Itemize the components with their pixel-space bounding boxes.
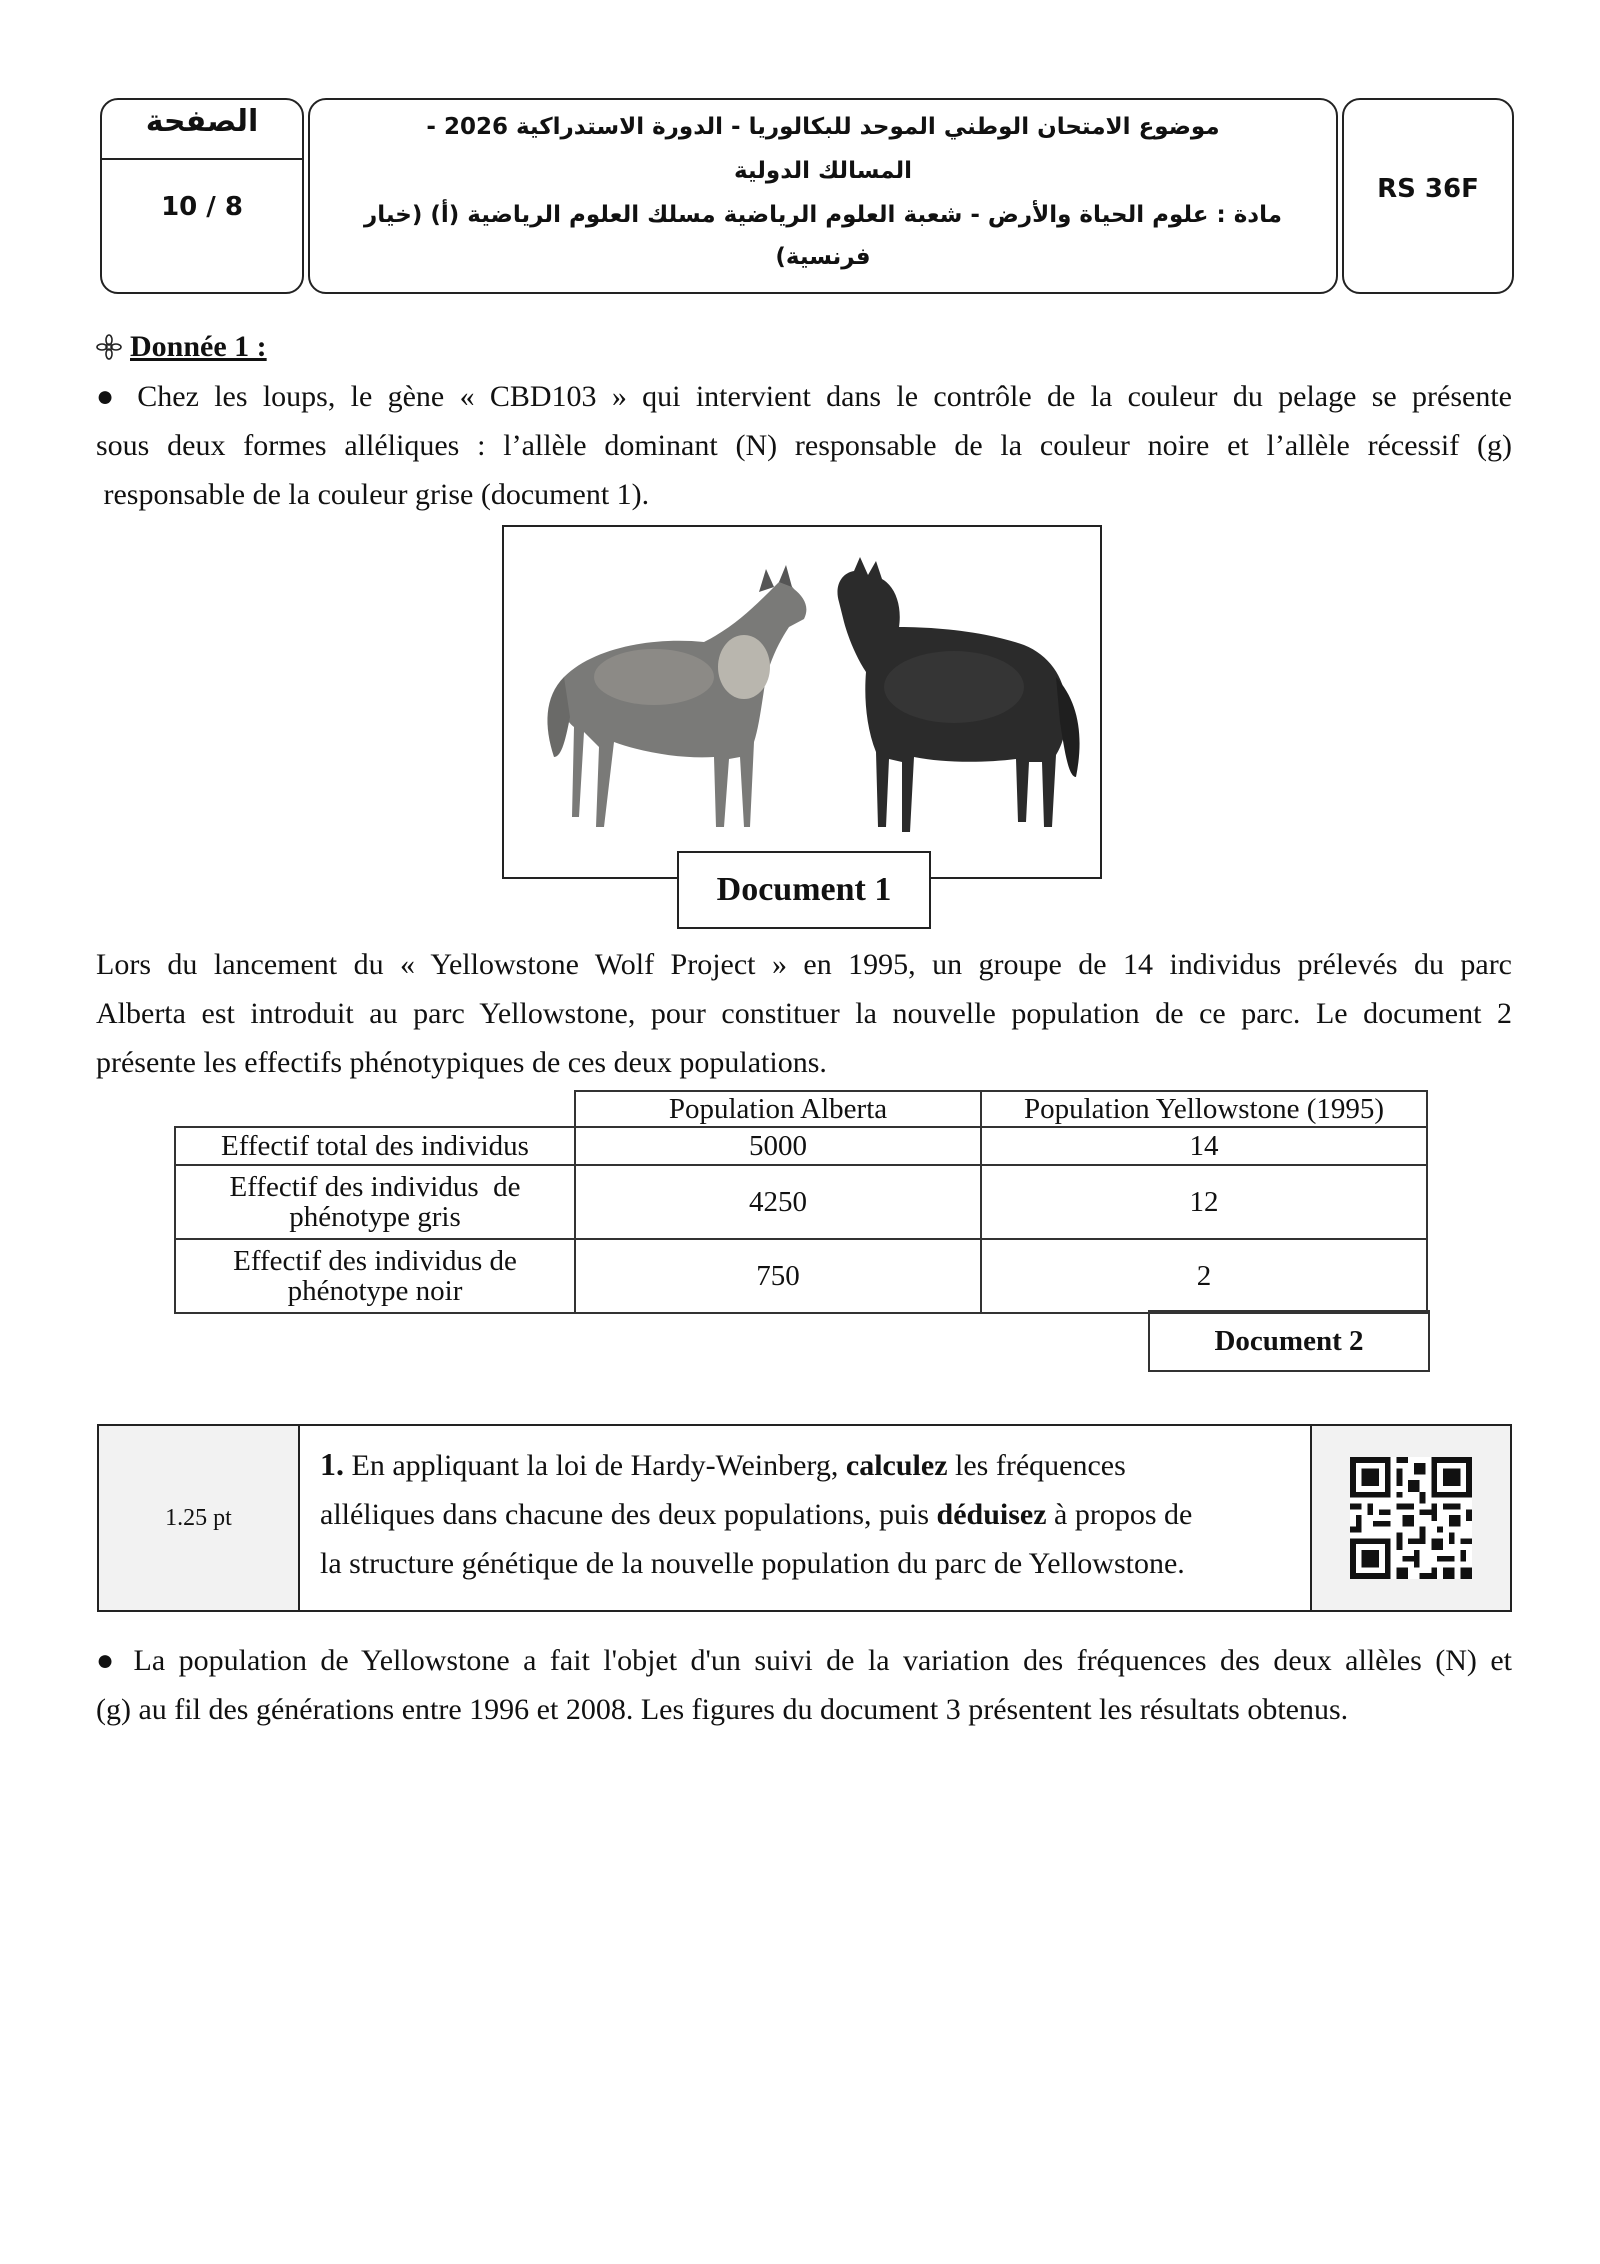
exam-title-line-1: موضوع الامتحان الوطني الموحد للبكالوريا - الدورة الاستدراكية 2026 -	[426, 114, 1220, 140]
qr-code-cell	[1310, 1426, 1510, 1610]
qr-code-icon[interactable]	[1350, 1457, 1472, 1579]
table-empty-cell	[175, 1091, 575, 1127]
question-text-part: alléliques dans chacune des deux populations, puis	[320, 1498, 937, 1531]
question-points: 1.25 pt	[99, 1426, 300, 1610]
table-row-label-line: phénotype noir	[287, 1275, 463, 1307]
question-text-part: En appliquant la loi de Hardy-Weinberg,	[344, 1449, 846, 1482]
wolves-illustration	[504, 527, 1100, 877]
question-line	[320, 1490, 1292, 1539]
exam-title-line-3: مادة : علوم الحياة والأرض - شعبة العلوم الرياضية مسلك العلوم الرياضية (أ) (خيار	[364, 202, 1282, 228]
table-row-label-line: Effectif des individus de	[233, 1245, 517, 1277]
paragraph-yellowstone-project	[96, 940, 1512, 1087]
paragraph-line: présente les effectifs phénotypiques de ces deux populations.	[96, 1046, 827, 1079]
table-cell: 750	[575, 1239, 981, 1313]
paragraph-line: ● Chez les loups, le gène « CBD103 » qui intervient dans le contrôle de la couleur du pelage se présente	[96, 380, 1512, 413]
page-label: الصفحة	[145, 104, 259, 139]
table-row-label: Effectif total des individus	[175, 1127, 575, 1165]
paragraph-line: (g) au fil des générations entre 1996 et 2008. Les figures du document 3 présentent les résultats obtenus.	[96, 1693, 1349, 1726]
table-row-label-line: Effectif des individus de	[229, 1171, 521, 1203]
exam-title-line-2: المسالك الدولية	[733, 158, 913, 184]
exam-code: RS 36F	[1377, 174, 1479, 204]
grey-wolf	[547, 565, 806, 827]
paragraph-gene-description	[96, 372, 1512, 519]
question-keyword: déduisez	[936, 1498, 1047, 1531]
page-number: 10 / 8	[161, 192, 243, 222]
paragraph-document-3-intro	[96, 1636, 1512, 1734]
question-line	[320, 1440, 1292, 1490]
document-1-image	[502, 525, 1102, 879]
exam-title-box	[308, 98, 1338, 294]
question-line: la structure génétique de la nouvelle population du parc de Yellowstone.	[320, 1547, 1185, 1580]
table-cell: 14	[981, 1127, 1427, 1165]
exam-code-box	[1342, 98, 1514, 294]
paragraph-line: Alberta est introduit au parc Yellowstone, pour constituer la nouvelle population de ce parc. Le document 2	[96, 997, 1512, 1030]
page-number-box	[100, 98, 304, 294]
paragraph-line: responsable de la couleur grise (document 1).	[96, 478, 650, 511]
question-number: 1.	[320, 1446, 344, 1482]
table-row	[175, 1165, 1427, 1239]
paragraph-line: Lors du lancement du « Yellowstone Wolf Project » en 1995, un groupe de 14 individus prélevés du parc	[96, 948, 1512, 981]
paragraph-line: sous deux formes alléliques : l’allèle dominant (N) responsable de la couleur noire et l’allèle récessif (g)	[96, 429, 1512, 462]
flower-icon	[96, 334, 122, 360]
black-wolf	[837, 557, 1079, 832]
table-cell: 5000	[575, 1127, 981, 1165]
table-row-label-line: phénotype gris	[289, 1201, 461, 1233]
question-text-part: à propos de	[1046, 1498, 1193, 1531]
table-row-label	[175, 1165, 575, 1239]
section-title: Donnée 1 :	[130, 330, 267, 363]
question-1-box	[97, 1424, 1512, 1612]
table-header-row	[175, 1091, 1427, 1127]
table-cell: 12	[981, 1165, 1427, 1239]
table-cell: 4250	[575, 1165, 981, 1239]
question-text	[300, 1426, 1310, 1610]
table-row	[175, 1239, 1427, 1313]
document-1-label: Document 1	[677, 851, 931, 929]
table-row	[175, 1127, 1427, 1165]
question-keyword: calculez	[845, 1449, 948, 1482]
document-2-label: Document 2	[1148, 1310, 1430, 1372]
document-2-table	[174, 1090, 1428, 1314]
page-box-divider	[102, 158, 302, 160]
table-header: Population Alberta	[575, 1091, 981, 1127]
table-header: Population Yellowstone (1995)	[981, 1091, 1427, 1127]
question-text-part: les fréquences	[947, 1449, 1126, 1482]
exam-title-line-4: فرنسية)	[775, 244, 871, 270]
section-heading	[96, 330, 267, 364]
paragraph-line: ● La population de Yellowstone a fait l'objet d'un suivi de la variation des fréquences des deux allèles (N) et	[96, 1644, 1512, 1677]
table-row-label	[175, 1239, 575, 1313]
table-cell: 2	[981, 1239, 1427, 1313]
